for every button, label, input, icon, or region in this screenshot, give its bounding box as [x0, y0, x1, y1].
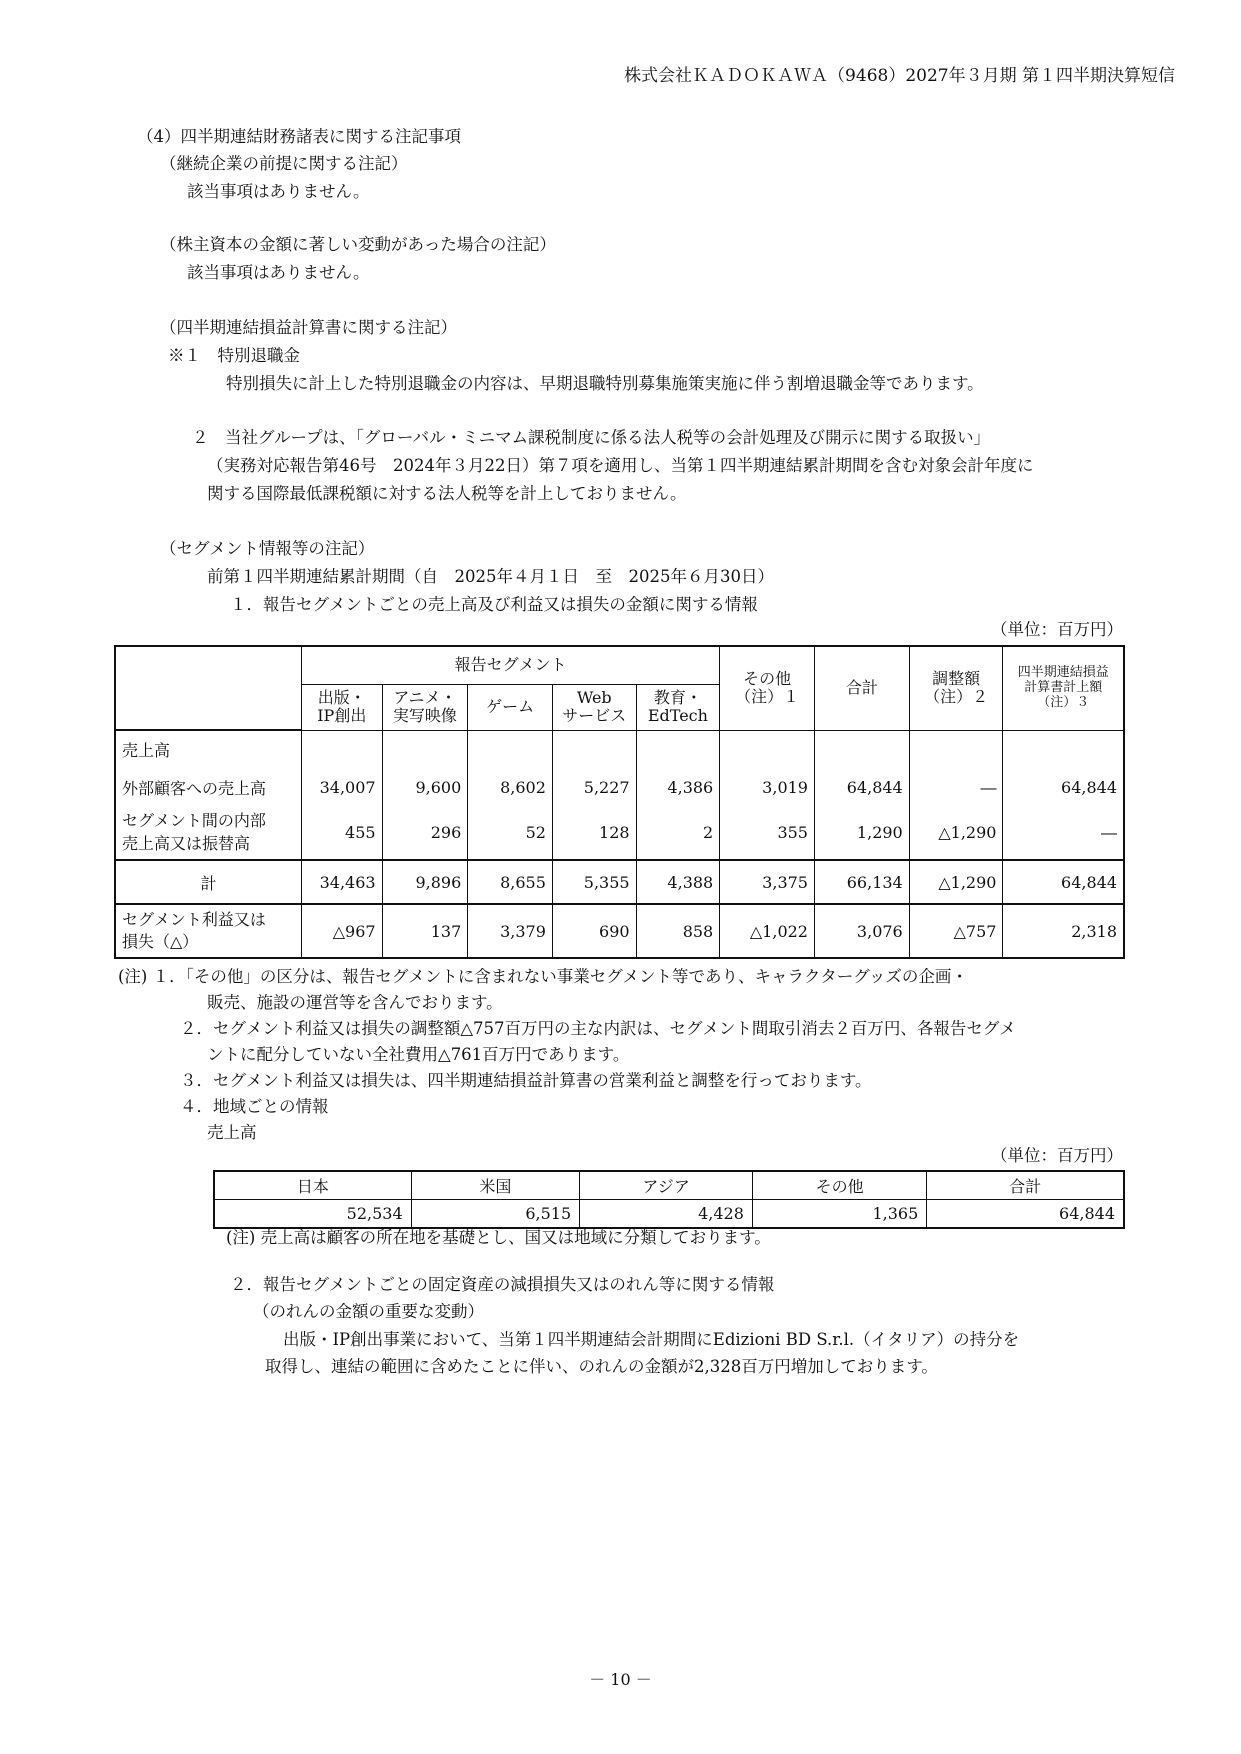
table-cell: 5,355: [552, 860, 636, 904]
note1-line1: (注) １．「その他」の区分は、報告セグメントに含まれない事業セグメント等であり、キャラクターグッズの企画・: [118, 967, 968, 986]
section-title: （4）四半期連結財務諸表に関する注記事項: [137, 127, 461, 146]
col-education-b: EdTech: [647, 706, 708, 725]
note2-line1: ２．セグメント利益又は損失の調整額△757百万円の主な内訳は、セグメント間取引消去２百万円、各報告セグメ: [180, 1019, 1016, 1038]
table-cell: 137: [382, 904, 468, 958]
geo-value-japan: 52,534: [214, 1200, 411, 1229]
col-publishing-a: 出版・: [317, 687, 366, 707]
pl-note2-line2: （実務対応報告第46号 2024年３月22日）第７項を適用し、当第１四半期連結累計期間を含む対象会計年度に: [207, 456, 1034, 475]
geo-note: (注) 売上高は顧客の所在地を基礎とし、国又は地域に分類しております。: [226, 1228, 771, 1247]
reported-segment-header: 報告セグメント: [301, 646, 719, 684]
table-cell: 296: [382, 806, 468, 860]
table-cell: 455: [301, 806, 382, 860]
empty-cell: [720, 730, 815, 768]
geo-unit: （単位：百万円）: [991, 1146, 1123, 1165]
geo-header-total: 合計: [927, 1171, 1124, 1200]
empty-cell: [552, 730, 636, 768]
table-cell: 52: [468, 806, 553, 860]
segment-unit: （単位：百万円）: [991, 620, 1123, 639]
col-web-a: Web: [576, 687, 612, 707]
going-concern-title: （継続企業の前提に関する注記）: [160, 154, 408, 173]
table-cell: 64,844: [1003, 768, 1124, 806]
table-cell: △757: [909, 904, 1003, 958]
table-cell: 64,844: [1003, 860, 1124, 904]
intersegment-label: [115, 806, 301, 860]
table-cell: 64,844: [814, 768, 909, 806]
col-education-a: 教育・: [653, 687, 702, 707]
subtotal-label: 計: [115, 860, 301, 904]
geo-header-other: その他: [752, 1171, 926, 1200]
col-web-b: サービス: [562, 706, 627, 725]
note3: ３．セグメント利益又は損失は、四半期連結損益計算書の営業利益と調整を行っております。: [180, 1071, 872, 1090]
col-anime-b: 実写映像: [392, 706, 457, 725]
consolidated-header-c: （注）３: [1037, 694, 1090, 710]
table-cell: 34,463: [301, 860, 382, 904]
pl-note2-line1: ２ 当社グループは、「グローバル・ミニマム課税制度に係る法人税等の会計処理及び開示に関する取扱い」: [192, 428, 991, 447]
table-cell: 4,386: [636, 768, 720, 806]
empty-cell: [382, 730, 468, 768]
adjustment-header-b: （注）２: [924, 687, 989, 707]
impairment-title: ２．報告セグメントごとの固定資産の減損損失又はのれん等に関する情報: [230, 1275, 775, 1294]
empty-cell: [1003, 730, 1124, 768]
pl-note1-label: ※１ 特別退職金: [168, 346, 300, 365]
note1-line2: 販売、施設の運営等を含んでおります。: [207, 993, 503, 1012]
segment-profit-label-a: セグメント利益又は: [122, 909, 266, 929]
sales-label: 売上高: [115, 730, 301, 768]
col-game-header: ゲーム: [468, 684, 553, 730]
table-cell: 66,134: [814, 860, 909, 904]
geo-header-japan: 日本: [214, 1171, 411, 1200]
table-cell: 2: [636, 806, 720, 860]
other-header-b: （注）１: [735, 687, 800, 707]
adjustment-header: [909, 646, 1003, 730]
external-sales-label: 外部顧客への売上高: [115, 768, 301, 806]
table-cell: ―: [909, 768, 1003, 806]
table-cell: 8,655: [468, 860, 553, 904]
going-concern-text: 該当事項はありません。: [187, 182, 370, 201]
adjustment-header-a: 調整額: [932, 668, 981, 688]
note4: ４．地域ごとの情報: [180, 1097, 329, 1116]
note4-sub: 売上高: [207, 1123, 257, 1142]
table-cell: 355: [720, 806, 815, 860]
table-cell: 3,019: [720, 768, 815, 806]
table-cell: 4,388: [636, 860, 720, 904]
table-cell: △967: [301, 904, 382, 958]
table-cell: 9,896: [382, 860, 468, 904]
table-cell: 2,318: [1003, 904, 1124, 958]
col-anime-a: アニメ・: [393, 687, 457, 707]
segment-table: [114, 645, 1125, 959]
pl-note1-text: 特別損失に計上した特別退職金の内容は、早期退職特別募集施策実施に伴う割増退職金等であります。: [226, 374, 984, 393]
intersegment-label-a: セグメント間の内部: [122, 811, 266, 831]
col-publishing-b: IP創出: [317, 706, 367, 725]
segment-corner-cell: [115, 646, 301, 730]
consolidated-header-a: 四半期連結損益: [1017, 664, 1109, 680]
col-publishing-header: [301, 684, 382, 730]
empty-cell: [636, 730, 720, 768]
geo-header-asia: アジア: [580, 1171, 753, 1200]
table-cell: 128: [552, 806, 636, 860]
impairment-subtitle: （のれんの金額の重要な変動）: [253, 1302, 484, 1321]
pl-notes-title: （四半期連結損益計算書に関する注記）: [160, 318, 457, 337]
col-education-header: [636, 684, 720, 730]
table-cell: △1,290: [909, 860, 1003, 904]
col-anime-header: [382, 684, 468, 730]
equity-change-title: （株主資本の金額に著しい変動があった場合の注記）: [160, 235, 556, 254]
note2-line2: ントに配分していない全社費用△761百万円であります。: [207, 1045, 630, 1064]
segment-profit-label-b: 損失（△）: [122, 932, 199, 951]
equity-change-text: 該当事項はありません。: [187, 263, 370, 282]
empty-cell: [909, 730, 1003, 768]
segment-subtitle: １．報告セグメントごとの売上高及び利益又は損失の金額に関する情報: [230, 595, 758, 614]
table-cell: 3,379: [468, 904, 553, 958]
empty-cell: [814, 730, 909, 768]
geo-sales-table: [213, 1170, 1125, 1229]
table-cell: 5,227: [552, 768, 636, 806]
geo-value-other: 1,365: [752, 1200, 926, 1229]
total-header: 合計: [814, 646, 909, 730]
table-cell: 3,076: [814, 904, 909, 958]
empty-cell: [301, 730, 382, 768]
impairment-line2: 取得し、連結の範囲に含めたことに伴い、のれんの金額が2,328百万円増加しております。: [265, 1357, 938, 1376]
table-cell: 690: [552, 904, 636, 958]
document-header: 株式会社ＫＡＤＯＫＡＷＡ（9468）2027年３月期 第１四半期決算短信: [624, 66, 1175, 86]
table-cell: 858: [636, 904, 720, 958]
table-cell: 9,600: [382, 768, 468, 806]
geo-value-us: 6,515: [411, 1200, 580, 1229]
intersegment-label-b: 売上高又は振替高: [122, 833, 251, 853]
table-cell: △1,022: [720, 904, 815, 958]
empty-cell: [468, 730, 553, 768]
pl-note2-line3: 関する国際最低課税額に対する法人税等を計上しておりません。: [207, 484, 687, 503]
geo-header-us: 米国: [411, 1171, 580, 1200]
other-header-a: その他: [743, 668, 792, 688]
consolidated-header-b: 計算書計上額: [1024, 679, 1103, 695]
col-web-header: [552, 684, 636, 730]
geo-value-total: 64,844: [927, 1200, 1124, 1229]
segment-period: 前第１四半期連結累計期間（自 2025年４月１日 至 2025年６月30日）: [207, 567, 774, 586]
consolidated-header: [1003, 646, 1124, 730]
table-cell: 34,007: [301, 768, 382, 806]
segment-title: （セグメント情報等の注記）: [160, 539, 375, 558]
table-cell: ―: [1003, 806, 1124, 860]
table-cell: 8,602: [468, 768, 553, 806]
other-header: [720, 646, 815, 730]
table-cell: 3,375: [720, 860, 815, 904]
page-number: － 10 －: [589, 1670, 652, 1689]
segment-profit-label: [115, 904, 301, 958]
table-cell: 1,290: [814, 806, 909, 860]
geo-value-asia: 4,428: [580, 1200, 753, 1229]
table-cell: △1,290: [909, 806, 1003, 860]
impairment-line1: 出版・IP創出事業において、当第１四半期連結会計期間にEdizioni BD S.r.l.（イタリア）の持分を: [283, 1330, 1020, 1349]
